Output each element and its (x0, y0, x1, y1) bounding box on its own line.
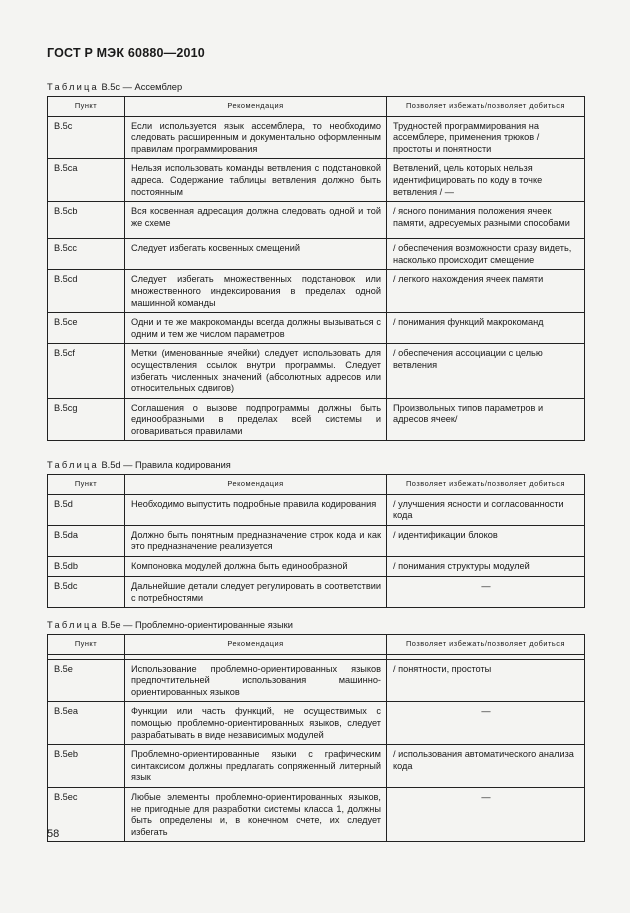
clause-cell: B.5c (48, 116, 125, 159)
caption-word: Таблица (47, 620, 99, 630)
outcome-cell: — (387, 787, 585, 841)
clause-cell: B.5da (48, 525, 125, 556)
caption-text: B.5e — Проблемно-ориентированные языки (98, 620, 293, 630)
table-caption (47, 460, 231, 470)
column-header: Пункт (48, 97, 125, 117)
clause-cell: B.5cd (48, 270, 125, 313)
outcome-cell: — (387, 576, 585, 607)
outcome-cell: / идентификации блоков (387, 525, 585, 556)
column-header: Рекомендация (125, 635, 387, 655)
recommendation-cell: Любые элементы проблемно-ориентированных языков, не пригодные для разработки системы класса 1, должны быть определены и, в конечном счете, их следует избегать (125, 787, 387, 841)
clause-cell: B.5cb (48, 202, 125, 239)
caption-text: B.5c — Ассемблер (98, 82, 183, 92)
outcome-cell: / использования автоматического анализа кода (387, 745, 585, 788)
clause-cell: B.5ce (48, 313, 125, 344)
outcome-cell: / обеспечения возможности сразу видеть, насколько происходит смещение (387, 239, 585, 270)
table-row (48, 576, 585, 607)
document-header: ГОСТ Р МЭК 60880—2010 (47, 46, 205, 60)
clause-cell: B.5cf (48, 344, 125, 398)
recommendation-cell: Следует избегать множественных подстановок или множественного индексирования в пределах одной машинной команды (125, 270, 387, 313)
table-row (48, 556, 585, 576)
outcome-cell: / ясного понимания положения ячеек памяти, адресуемых разными способами (387, 202, 585, 239)
recommendation-cell: Соглашения о вызове подпрограммы должны быть единообразными в пределах всей системы и оговариваться правилами (125, 398, 387, 441)
column-header: Позволяет избежать/позволяет добиться (387, 635, 585, 655)
outcome-cell: / понимания структуры модулей (387, 556, 585, 576)
caption-word: Таблица (47, 82, 99, 92)
recommendation-cell: Проблемно-ориентированные языки с графическим синтаксисом должны предлагать сопряженный литерный язык (125, 745, 387, 788)
table-row (48, 494, 585, 525)
recommendation-cell: Одни и те же макрокоманды всегда должны вызываться с одним и тем же числом параметров (125, 313, 387, 344)
table-header-row (48, 635, 585, 655)
recommendation-cell: Нельзя использовать команды ветвления с подстановкой адреса. Содержание таблицы ветвления должно быть постоянным (125, 159, 387, 202)
table-b5d (47, 474, 585, 608)
clause-cell: B.5dc (48, 576, 125, 607)
recommendation-cell: Вся косвенная адресация должна следовать одной и той же схеме (125, 202, 387, 239)
column-header: Позволяет избежать/позволяет добиться (387, 97, 585, 117)
recommendation-cell: Функции или часть функций, не осуществимых с помощью проблемно-ориентированных языков, следует разрабатывать в виде независимых модулей (125, 702, 387, 745)
clause-cell: B.5d (48, 494, 125, 525)
table-row (48, 270, 585, 313)
caption-word: Таблица (47, 460, 99, 470)
table-row (48, 344, 585, 398)
column-header: Рекомендация (125, 97, 387, 117)
column-header: Пункт (48, 475, 125, 495)
outcome-cell: / понятности, простоты (387, 659, 585, 702)
caption-text: B.5d — Правила кодирования (98, 460, 231, 470)
recommendation-cell: Должно быть понятным предназначение строк кода и как это предназначение реализуется (125, 525, 387, 556)
table-caption (47, 82, 182, 92)
clause-cell: B.5cc (48, 239, 125, 270)
column-header: Рекомендация (125, 475, 387, 495)
recommendation-cell: Использование проблемно-ориентированных языков предпочтительней использования машинно-ориентированных языков (125, 659, 387, 702)
clause-cell: B.5cg (48, 398, 125, 441)
table-row (48, 398, 585, 441)
page-number: 58 (47, 828, 60, 840)
outcome-cell: Ветвлений, цель которых нельзя идентифицировать по коду в точке ветвления / — (387, 159, 585, 202)
outcome-cell: Трудностей программирования на ассемблере, применения трюков / простоты и понятности (387, 116, 585, 159)
clause-cell: B.5e (48, 659, 125, 702)
clause-cell: B.5ec (48, 787, 125, 841)
outcome-cell: / обеспечения ассоциации с целью ветвления (387, 344, 585, 398)
table-row (48, 116, 585, 159)
recommendation-cell: Дальнейшие детали следует регулировать в соответствии с потребностями (125, 576, 387, 607)
recommendation-cell: Следует избегать косвенных смещений (125, 239, 387, 270)
outcome-cell: / понимания функций макрокоманд (387, 313, 585, 344)
table-row (48, 659, 585, 702)
table-b5e (47, 634, 585, 842)
table-row (48, 525, 585, 556)
recommendation-cell: Метки (именованные ячейки) следует использовать для осуществления ссылок внутри программы. Следует избегать численных значений (абсолютных адресов или относительных сдвигов) (125, 344, 387, 398)
clause-cell: B.5db (48, 556, 125, 576)
table-caption (47, 620, 293, 630)
recommendation-cell: Необходимо выпустить подробные правила кодирования (125, 494, 387, 525)
table-row (48, 787, 585, 841)
table-row (48, 313, 585, 344)
outcome-cell: / улучшения ясности и согласованности кода (387, 494, 585, 525)
column-header: Позволяет избежать/позволяет добиться (387, 475, 585, 495)
recommendation-cell: Если используется язык ассемблера, то необходимо следовать расширенным и документально оформленным правилам программирования (125, 116, 387, 159)
outcome-cell: Произвольных типов параметров и адресов ячеек/ (387, 398, 585, 441)
table-row (48, 202, 585, 239)
clause-cell: B.5eb (48, 745, 125, 788)
table-b5c (47, 96, 585, 441)
table-row (48, 159, 585, 202)
table-header-row (48, 97, 585, 117)
table-row (48, 745, 585, 788)
outcome-cell: — (387, 702, 585, 745)
clause-cell: B.5ca (48, 159, 125, 202)
table-row (48, 702, 585, 745)
table-row (48, 239, 585, 270)
recommendation-cell: Компоновка модулей должна быть единообразной (125, 556, 387, 576)
column-header: Пункт (48, 635, 125, 655)
outcome-cell: / легкого нахождения ячеек памяти (387, 270, 585, 313)
table-header-row (48, 475, 585, 495)
clause-cell: B.5ea (48, 702, 125, 745)
